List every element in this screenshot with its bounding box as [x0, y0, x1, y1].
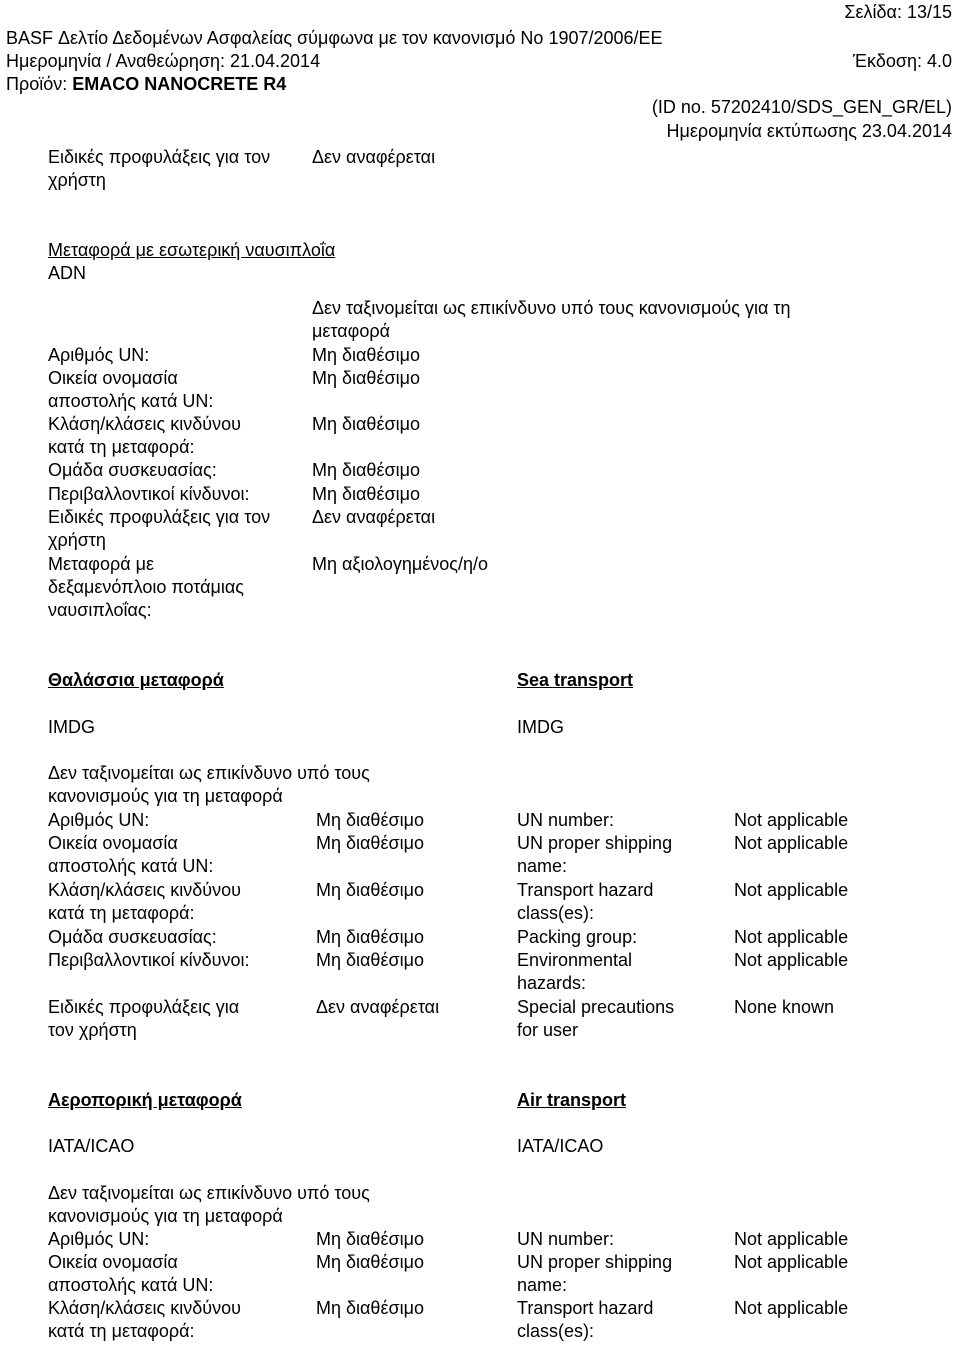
- inland-tanker-label: Μεταφορά με δεξαμενόπλοιο ποτάμιας ναυσιπλοΐας:: [48, 554, 244, 620]
- print-date: Ημερομηνία εκτύπωσης 23.04.2014: [666, 121, 952, 141]
- air-shipping-name-value-gr: Μη διαθέσιμο: [316, 1252, 424, 1272]
- sea-regulation-gr: IMDG: [48, 717, 95, 737]
- sea-packing-group-label-gr: Ομάδα συσκευασίας:: [48, 927, 217, 947]
- sea-hazard-class-value-gr: Μη διαθέσιμο: [316, 880, 424, 900]
- sea-shipping-name-value-gr: Μη διαθέσιμο: [316, 833, 424, 853]
- product-label: Προϊόν:: [6, 74, 68, 94]
- inland-row-hazard-class-label: Κλάση/κλάσεις κινδύνου κατά τη μεταφορά:: [48, 414, 241, 457]
- sea-un-number-value-en: Not applicable: [734, 810, 849, 830]
- air-regulation-en: IATA/ICAO: [517, 1136, 604, 1156]
- air-shipping-name-label-en: UN proper shipping name:: [517, 1252, 673, 1295]
- inland-regulation: ADN: [48, 263, 87, 283]
- inland-heading: Μεταφορά με εσωτερική ναυσιπλοΐα: [48, 240, 336, 260]
- air-un-number-label-gr: Αριθμός UN:: [48, 1229, 150, 1249]
- air-heading-gr: Αεροπορική μεταφορά: [48, 1090, 242, 1110]
- inland-row-packing-group-value: Μη διαθέσιμο: [312, 460, 420, 480]
- sea-shipping-name-value-en: Not applicable: [734, 833, 849, 853]
- inland-row-hazard-class-value: Μη διαθέσιμο: [312, 414, 420, 434]
- inland-row-special-label: Ειδικές προφυλάξεις για τον χρήστη: [48, 507, 271, 550]
- inland-row-shipping-name-label: Οικεία ονομασία αποστολής κατά UN:: [48, 368, 214, 411]
- air-un-number-value-gr: Μη διαθέσιμο: [316, 1229, 424, 1249]
- document-title: BASF Δελτίο Δεδομένων Ασφαλείας σύμφωνα με τον κανονισμό Νο 1907/2006/ΕΕ: [6, 28, 663, 48]
- sea-packing-group-value-gr: Μη διαθέσιμο: [316, 927, 424, 947]
- air-hazard-class-value-en: Not applicable: [734, 1298, 849, 1318]
- sea-shipping-name-label-gr: Οικεία ονομασία αποστολής κατά UN:: [48, 833, 214, 876]
- air-not-classified: Δεν ταξινομείται ως επικίνδυνο υπό τους κανονισμούς για τη μεταφορά: [48, 1183, 370, 1226]
- sea-un-number-value-gr: Μη διαθέσιμο: [316, 810, 424, 830]
- sea-hazard-class-value-en: Not applicable: [734, 880, 849, 900]
- inland-not-classified: Δεν ταξινομείται ως επικίνδυνο υπό τους κανονισμούς για τη μεταφορά: [312, 298, 791, 341]
- inland-row-un-number-value: Μη διαθέσιμο: [312, 345, 420, 365]
- sea-environmental-value-en: Not applicable: [734, 950, 849, 970]
- sea-hazard-class-label-gr: Κλάση/κλάσεις κινδύνου κατά τη μεταφορά:: [48, 880, 241, 923]
- inland-row-environmental-value: Μη διαθέσιμο: [312, 484, 420, 504]
- air-hazard-class-value-gr: Μη διαθέσιμο: [316, 1298, 424, 1318]
- id-number: (ID no. 57202410/SDS_GEN_GR/EL): [651, 97, 952, 117]
- sea-regulation-en: IMDG: [517, 717, 564, 737]
- sea-shipping-name-label-en: UN proper shipping name:: [517, 833, 673, 876]
- air-regulation-gr: IATA/ICAO: [48, 1136, 135, 1156]
- air-un-number-value-en: Not applicable: [734, 1229, 849, 1249]
- sea-environmental-value-gr: Μη διαθέσιμο: [316, 950, 424, 970]
- sea-heading-en: Sea transport: [517, 670, 634, 690]
- air-hazard-class-label-gr: Κλάση/κλάσεις κινδύνου κατά τη μεταφορά:: [48, 1298, 241, 1341]
- sea-not-classified: Δεν ταξινομείται ως επικίνδυνο υπό τους κανονισμούς για τη μεταφορά: [48, 763, 370, 806]
- air-hazard-class-label-en: Transport hazard class(es):: [517, 1298, 654, 1341]
- inland-row-un-number-label: Αριθμός UN:: [48, 345, 150, 365]
- sea-special-label-en: Special precautions for user: [517, 997, 675, 1040]
- air-heading-en: Air transport: [517, 1090, 627, 1110]
- air-shipping-name-label-gr: Οικεία ονομασία αποστολής κατά UN:: [48, 1252, 214, 1295]
- sea-special-value-gr: Δεν αναφέρεται: [316, 997, 440, 1017]
- inland-row-environmental-label: Περιβαλλοντικοί κίνδυνοι:: [48, 484, 250, 504]
- special-precautions-label: Ειδικές προφυλάξεις για τον χρήστη: [48, 147, 271, 190]
- special-precautions-value: Δεν αναφέρεται: [312, 147, 436, 167]
- sea-heading-gr: Θαλάσσια μεταφορά: [48, 670, 224, 690]
- product-line: [6, 73, 286, 96]
- sea-hazard-class-label-en: Transport hazard class(es):: [517, 880, 654, 923]
- sea-special-value-en: None known: [734, 997, 835, 1017]
- sea-environmental-label-gr: Περιβαλλοντικοί κίνδυνοι:: [48, 950, 250, 970]
- product-name: EMACO NANOCRETE R4: [72, 74, 287, 94]
- version: Έκδοση: 4.0: [852, 51, 952, 71]
- sea-packing-group-label-en: Packing group:: [517, 927, 638, 947]
- inland-tanker-value: Μη αξιολογημένος/η/ο: [312, 554, 488, 574]
- inland-row-shipping-name-value: Μη διαθέσιμο: [312, 368, 420, 388]
- revision-date: Ημερομηνία / Αναθεώρηση: 21.04.2014: [6, 51, 321, 71]
- inland-row-packing-group-label: Ομάδα συσκευασίας:: [48, 460, 217, 480]
- air-shipping-name-value-en: Not applicable: [734, 1252, 849, 1272]
- sea-un-number-label-gr: Αριθμός UN:: [48, 810, 150, 830]
- air-un-number-label-en: UN number:: [517, 1229, 615, 1249]
- page-number: Σελίδα: 13/15: [844, 2, 952, 22]
- sea-un-number-label-en: UN number:: [517, 810, 615, 830]
- sea-packing-group-value-en: Not applicable: [734, 927, 849, 947]
- sea-environmental-label-en: Environmental hazards:: [517, 950, 633, 993]
- inland-row-special-value: Δεν αναφέρεται: [312, 507, 436, 527]
- sea-special-label-gr: Ειδικές προφυλάξεις για τον χρήστη: [48, 997, 240, 1040]
